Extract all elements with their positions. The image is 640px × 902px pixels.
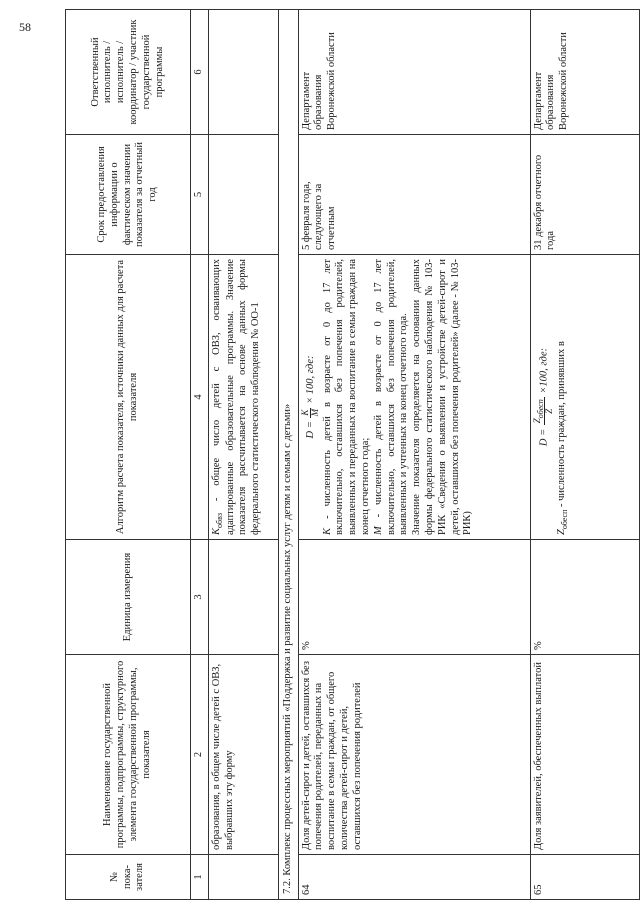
row-cont-algorithm-text: - общее число детей с ОВЗ, осваивающих адаптированные образовательные программы. (210, 259, 236, 535)
row64-responsible: Департамент образования Воронежской области (298, 10, 530, 135)
rotated-table-page (65, 10, 640, 900)
row-cont-number (208, 855, 278, 900)
var-z: Z (556, 529, 568, 535)
formula-denominator: Z (544, 408, 555, 414)
header-unit: Единица измерения (66, 540, 191, 655)
formula-numerator: K (299, 409, 310, 416)
row64-m-definition (373, 259, 411, 535)
row64-unit: % (298, 540, 530, 655)
var-z-sub: обесп (560, 509, 570, 530)
formula-numerator-sub: обесп (535, 399, 545, 419)
table-row-65 (530, 10, 639, 900)
row64-name: Доля детей-сирот и детей, оставшихся без попечения родителей, переданных на воспитание в семьи граждан, от общего количества детей-сирот и детей, оставшихся без попечения родителей (298, 655, 530, 855)
row64-deadline: 5 февраля года, следующего за отчетным (298, 135, 530, 255)
column-number: 1 (191, 855, 209, 900)
var-k-obvz-sub: обвз (214, 512, 224, 528)
var-z-text: - численность граждан, принявших в (556, 341, 568, 507)
table-row-64 (298, 10, 530, 900)
row65-responsible: Департамент образования Воронежской области (530, 10, 639, 135)
var-k-obvz: K (210, 527, 222, 535)
row64-algorithm (298, 255, 530, 540)
row-cont-algorithm-source: Значение показателя рассчитывается на основе данных формы федерального статистического наблюдения № ОО-1 (224, 258, 262, 535)
formula-rhs: ×100, где: (537, 347, 549, 394)
row65-algorithm (530, 255, 639, 540)
row64-formula (301, 259, 320, 535)
formula-rhs: × 100, где: (304, 355, 316, 404)
var-m: M (372, 526, 384, 535)
row-cont-responsible (208, 10, 278, 135)
var-k: K (321, 527, 333, 535)
section-row (278, 10, 298, 900)
header-name: Наименование государственной программы, подпрограммы, структурного элемента государственной программы, показателя (66, 655, 191, 855)
header-row (66, 10, 191, 900)
formula-fraction (301, 408, 320, 418)
column-number: 6 (191, 10, 209, 135)
row-cont-deadline (208, 135, 278, 255)
row64-source: Значение показателя определяется на основании данных формы федерального статистического наблюдения № 103-РИК «Сведения о выявлении и устройстве детей-сирот и детей, оставшихся без попечения родителей» (далее - № 103-РИК) (411, 259, 474, 535)
formula-lhs: D = (304, 421, 316, 439)
row65-z-definition (556, 259, 570, 535)
header-indicator-number: № пока-зателя (66, 855, 191, 900)
formula-lhs: D = (537, 428, 549, 447)
row-cont-algorithm (208, 255, 278, 540)
row-cont-unit (208, 540, 278, 655)
header-deadline: Срок предоставления информации о фактическом значении показателя за отчетный год (66, 135, 191, 255)
var-k-text: - численность детей в возрасте от 0 до 17 лет включительно, оставшихся без попечения родителей, выявленных и переданных на воспитание в семьи граждан на конец отчетного года; (321, 258, 371, 535)
column-number: 3 (191, 540, 209, 655)
row-cont-name: образования, в общем числе детей с ОВЗ, выбравших эту форму (208, 655, 278, 855)
formula-numerator-var: Z (531, 418, 542, 424)
section-title: 7.2. Комплекс процессных мероприятий «Поддержка и развитие социальных услуг детям и семьям с детьми» (278, 10, 298, 900)
row65-formula (533, 259, 555, 535)
indicator-table (65, 9, 640, 900)
column-number: 2 (191, 655, 209, 855)
row64-number: 64 (298, 855, 530, 900)
page-number: 58 (19, 20, 31, 34)
row65-number: 65 (530, 855, 639, 900)
row64-k-definition (322, 259, 373, 535)
formula-fraction (533, 397, 555, 425)
header-algorithm: Алгоритм расчета показателя, источники данных для расчета показателя (66, 255, 191, 540)
header-responsible: Ответственный исполнитель / исполнитель / координатор / участник государственной программы (66, 10, 191, 135)
row65-deadline: 31 декабря отчетного года (530, 135, 639, 255)
column-number-row (191, 10, 209, 900)
column-number: 4 (191, 255, 209, 540)
var-m-text: - численность детей в возрасте от 0 до 17 лет включительно, оставшихся без попечения родителей, выявленных и учтенных на конец отчетного года. (372, 259, 410, 535)
table-row-continued (208, 10, 278, 900)
formula-denominator: M (309, 408, 320, 417)
row65-name: Доля заявителей, обеспеченных выплатой (530, 655, 639, 855)
row65-unit: % (530, 540, 639, 655)
column-number: 5 (191, 135, 209, 255)
